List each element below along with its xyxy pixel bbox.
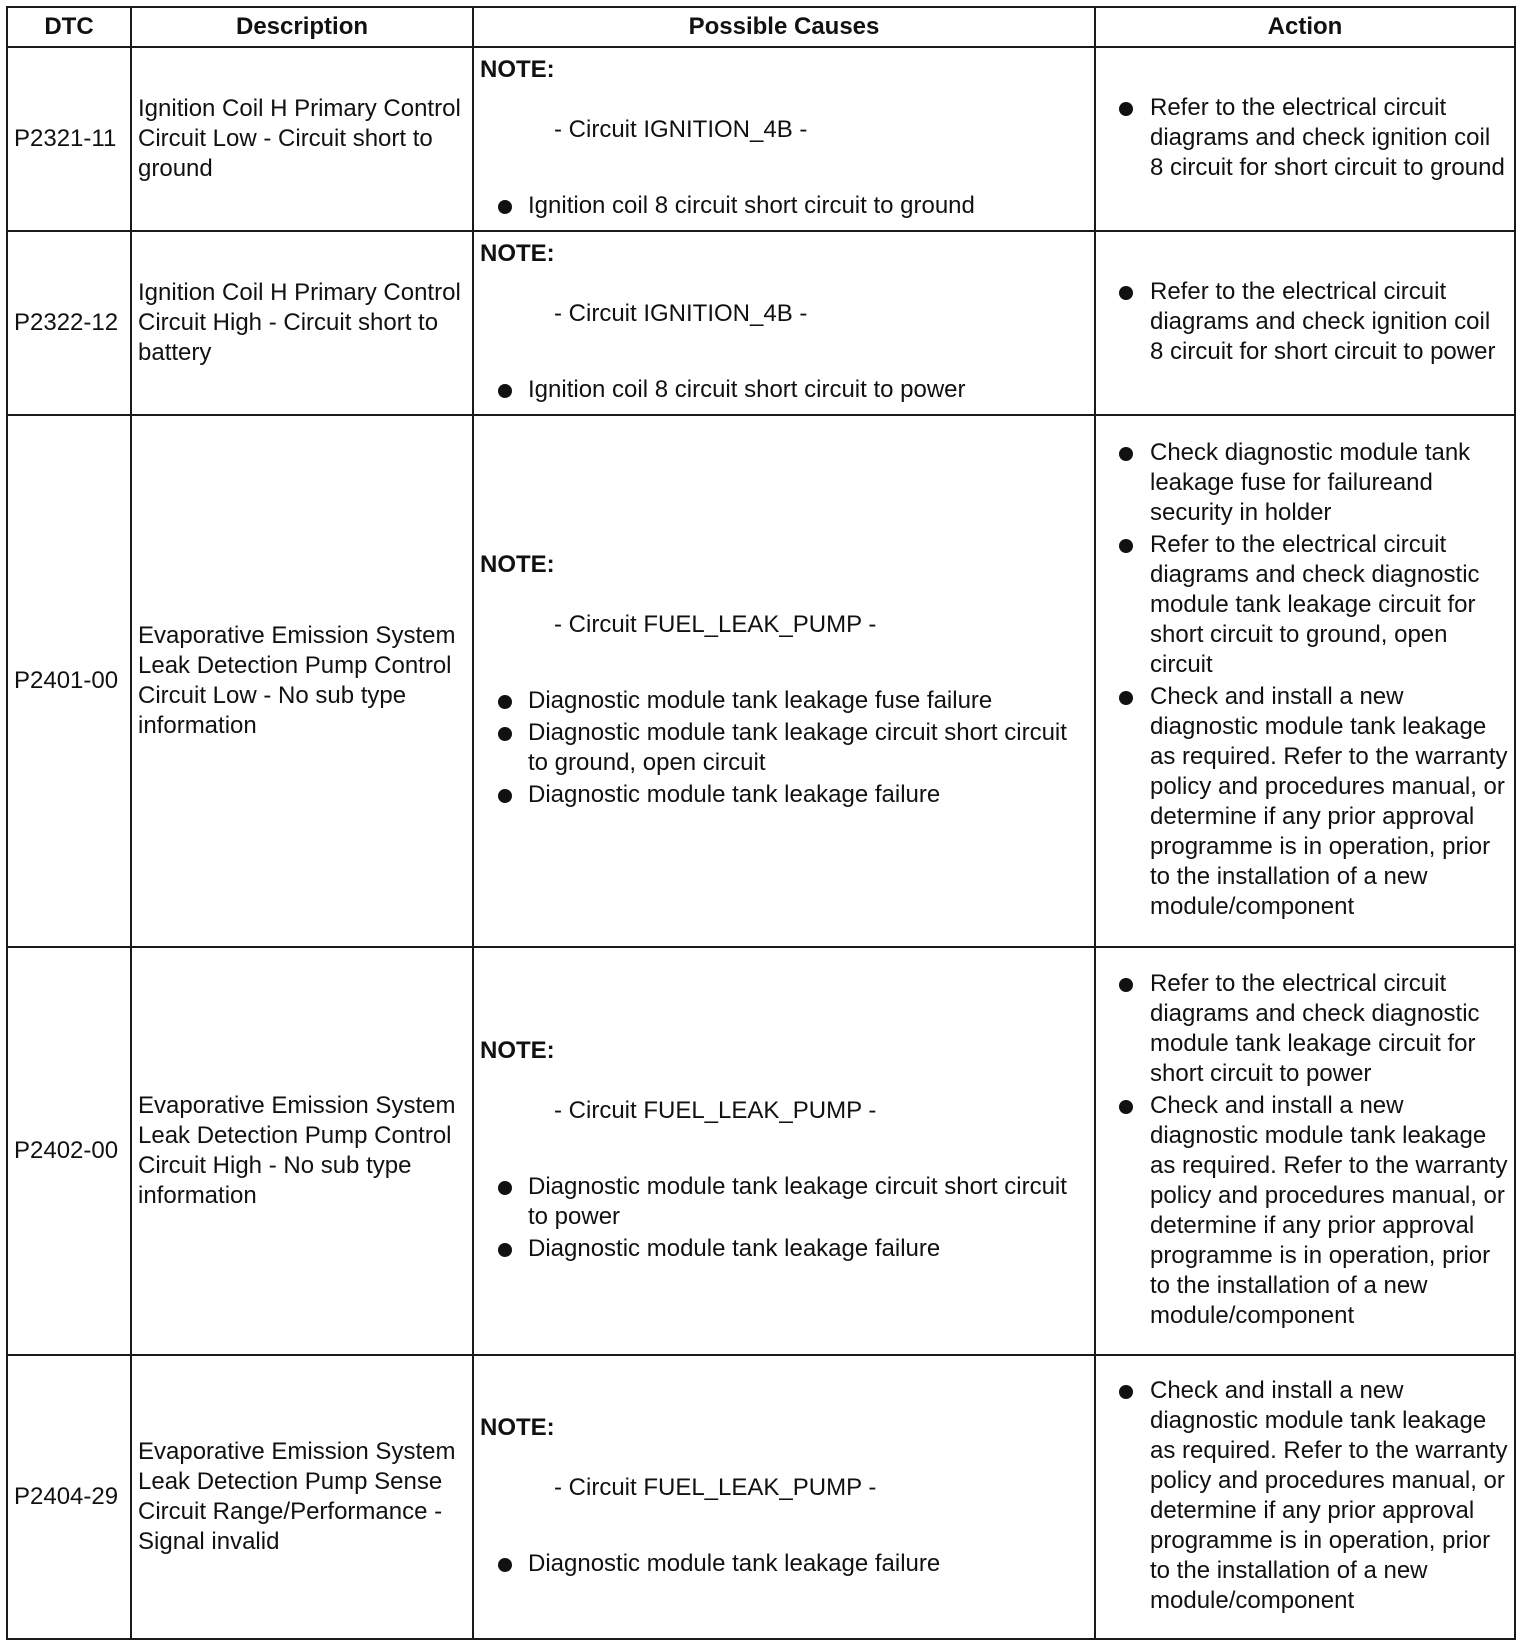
note-label: NOTE: xyxy=(480,56,555,83)
dtc-code: P2402-00 xyxy=(7,947,131,1355)
circuit-name: - Circuit IGNITION_4B - xyxy=(554,300,808,327)
list-item: Refer to the electrical circuit diagrams and check ignition coil 8 circuit for short circuit to ground xyxy=(1102,93,1508,183)
note-label: NOTE: xyxy=(480,551,555,578)
bullet-icon xyxy=(498,727,512,741)
actions-list xyxy=(1102,969,1508,1331)
action-cell xyxy=(1095,415,1515,947)
causes-list xyxy=(480,686,1088,810)
description-cell: Evaporative Emission System Leak Detection Pump Control Circuit Low - No sub type information xyxy=(131,415,473,947)
list-item: Diagnostic module tank leakage failure xyxy=(480,780,1088,810)
bullet-icon xyxy=(1119,286,1133,300)
bullet-icon xyxy=(498,1243,512,1257)
bullet-icon xyxy=(498,1181,512,1195)
bullet-icon xyxy=(1119,1100,1133,1114)
bullet-icon xyxy=(1119,691,1133,705)
causes-cell xyxy=(473,231,1095,415)
list-item: Diagnostic module tank leakage failure xyxy=(480,1549,1088,1579)
list-item: Check diagnostic module tank leakage fuse for failureand security in holder xyxy=(1102,438,1508,528)
dtc-code: P2404-29 xyxy=(7,1355,131,1639)
list-item: Check and install a new diagnostic module tank leakage as required. Refer to the warranty policy and procedures manual, or determine if any prior approval programme is in operation, prior to the installation of a new module/component xyxy=(1102,682,1508,922)
list-item: Ignition coil 8 circuit short circuit to power xyxy=(480,375,1088,405)
bullet-icon xyxy=(1119,539,1133,553)
action-cell xyxy=(1095,47,1515,231)
actions-list xyxy=(1102,438,1508,922)
description-cell: Evaporative Emission System Leak Detection Pump Sense Circuit Range/Performance - Signal invalid xyxy=(131,1355,473,1639)
causes-list xyxy=(480,1172,1088,1264)
bullet-icon xyxy=(1119,978,1133,992)
list-item: Diagnostic module tank leakage circuit short circuit to ground, open circuit xyxy=(480,718,1088,778)
description-cell: Ignition Coil H Primary Control Circuit High - Circuit short to battery xyxy=(131,231,473,415)
dtc-code: P2322-12 xyxy=(7,231,131,415)
causes-list xyxy=(480,375,1088,405)
dtc-table xyxy=(6,6,1516,1640)
bullet-icon xyxy=(498,789,512,803)
header-row xyxy=(7,7,1515,47)
circuit-name: - Circuit IGNITION_4B - xyxy=(554,116,808,143)
list-item: Refer to the electrical circuit diagrams and check diagnostic module tank leakage circuit for short circuit to power xyxy=(1102,969,1508,1089)
list-item: Refer to the electrical circuit diagrams and check ignition coil 8 circuit for short circuit to power xyxy=(1102,277,1508,367)
causes-cell xyxy=(473,415,1095,947)
actions-list xyxy=(1102,1376,1508,1616)
list-item: Check and install a new diagnostic module tank leakage as required. Refer to the warranty policy and procedures manual, or determine if any prior approval programme is in operation, prior to the installation of a new module/component xyxy=(1102,1376,1508,1616)
list-item: Diagnostic module tank leakage fuse failure xyxy=(480,686,1088,716)
action-cell xyxy=(1095,1355,1515,1639)
note-label: NOTE: xyxy=(480,1414,555,1441)
description-cell: Ignition Coil H Primary Control Circuit Low - Circuit short to ground xyxy=(131,47,473,231)
dtc-code: P2321-11 xyxy=(7,47,131,231)
list-item: Check and install a new diagnostic module tank leakage as required. Refer to the warranty policy and procedures manual, or determine if any prior approval programme is in operation, prior to the installation of a new module/component xyxy=(1102,1091,1508,1331)
list-item: Ignition coil 8 circuit short circuit to ground xyxy=(480,191,1088,221)
list-item: Diagnostic module tank leakage failure xyxy=(480,1234,1088,1264)
table-row xyxy=(7,47,1515,231)
actions-list xyxy=(1102,277,1508,367)
causes-cell xyxy=(473,47,1095,231)
description-cell: Evaporative Emission System Leak Detection Pump Control Circuit High - No sub type information xyxy=(131,947,473,1355)
header-causes: Possible Causes xyxy=(473,7,1095,47)
circuit-name: - Circuit FUEL_LEAK_PUMP - xyxy=(554,1097,877,1124)
action-cell xyxy=(1095,231,1515,415)
causes-cell xyxy=(473,1355,1095,1639)
table-row xyxy=(7,231,1515,415)
circuit-name: - Circuit FUEL_LEAK_PUMP - xyxy=(554,1474,877,1501)
causes-list xyxy=(480,1549,1088,1579)
header-action: Action xyxy=(1095,7,1515,47)
causes-cell xyxy=(473,947,1095,1355)
table-row xyxy=(7,947,1515,1355)
header-dtc: DTC xyxy=(7,7,131,47)
header-description: Description xyxy=(131,7,473,47)
bullet-icon xyxy=(498,1558,512,1572)
actions-list xyxy=(1102,93,1508,183)
bullet-icon xyxy=(498,384,512,398)
bullet-icon xyxy=(1119,102,1133,116)
table-row xyxy=(7,415,1515,947)
circuit-name: - Circuit FUEL_LEAK_PUMP - xyxy=(554,611,877,638)
table-row xyxy=(7,1355,1515,1639)
causes-list xyxy=(480,191,1088,221)
dtc-code: P2401-00 xyxy=(7,415,131,947)
action-cell xyxy=(1095,947,1515,1355)
bullet-icon xyxy=(1119,1385,1133,1399)
bullet-icon xyxy=(1119,447,1133,461)
bullet-icon xyxy=(498,200,512,214)
bullet-icon xyxy=(498,695,512,709)
list-item: Refer to the electrical circuit diagrams and check diagnostic module tank leakage circuit for short circuit to ground, open circuit xyxy=(1102,530,1508,680)
list-item: Diagnostic module tank leakage circuit short circuit to power xyxy=(480,1172,1088,1232)
note-label: NOTE: xyxy=(480,1037,555,1064)
note-label: NOTE: xyxy=(480,240,555,267)
